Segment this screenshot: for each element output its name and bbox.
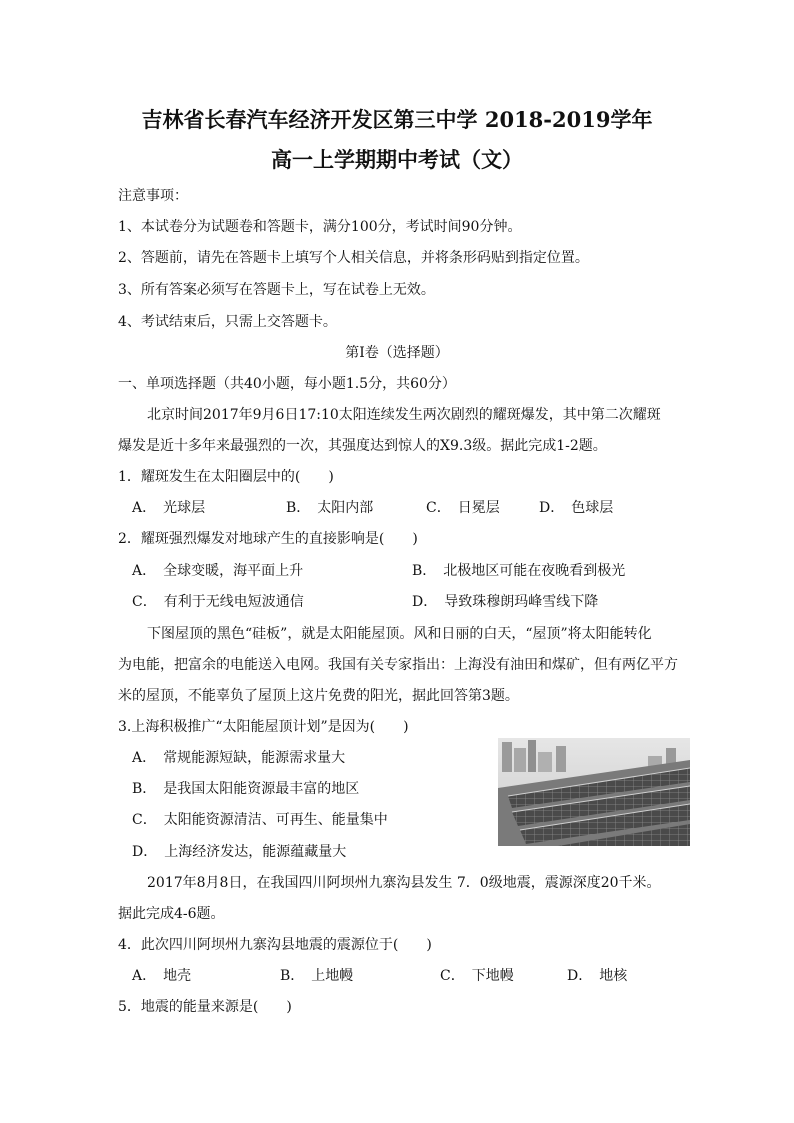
option-b: B． 太阳内部 bbox=[286, 500, 374, 516]
notice-item: 3、所有答案必须写在答题卡上，写在试卷上无效。 bbox=[118, 282, 435, 298]
passage-line: 为电能，把富余的电能送入电网。我国有关专家指出：上海没有油田和煤矿，但有两亿平方 bbox=[118, 657, 678, 673]
solar-roof-photo bbox=[498, 738, 690, 846]
question-stem: 2．耀斑强烈爆发对地球产生的直接影响是( ) bbox=[118, 531, 418, 547]
passage-line: 北京时间2017年9月6日17:10太阳连续发生两次剧烈的耀斑爆发，其中第二次耀斑 bbox=[147, 407, 661, 423]
passage-line: 米的屋顶，不能辜负了屋顶上这片免费的阳光，据此回答第3题。 bbox=[118, 688, 519, 704]
question-stem: 1．耀斑发生在太阳圈层中的( ) bbox=[118, 469, 334, 485]
passage-line: 下图屋顶的黑色“硅板”，就是太阳能屋顶。风和日丽的白天，“屋顶”将太阳能转化 bbox=[147, 626, 652, 642]
question-stem: 3.上海积极推广“太阳能屋顶计划”是因为( ) bbox=[118, 719, 409, 735]
option-d: D． 导致珠穆朗玛峰雪线下降 bbox=[412, 594, 599, 610]
option-d: D． 地核 bbox=[567, 968, 628, 984]
passage-line: 据此完成4-6题。 bbox=[118, 906, 225, 922]
option-c: C． 太阳能资源清洁、可再生、能量集中 bbox=[132, 812, 388, 828]
part-heading: 一、单项选择题（共40小题，每小题1.5分，共60分） bbox=[118, 376, 456, 392]
option-c: C． 有利于无线电短波通信 bbox=[132, 594, 304, 610]
notice-item: 4、考试结束后，只需上交答题卡。 bbox=[118, 314, 337, 330]
question-stem: 5．地震的能量来源是( ) bbox=[118, 999, 292, 1015]
option-a: A． 光球层 bbox=[132, 500, 206, 516]
passage-line: 爆发是近十多年来最强烈的一次，其强度达到惊人的X9.3级。据此完成1-2题。 bbox=[118, 438, 607, 454]
option-a: A． 全球变暖，海平面上升 bbox=[132, 563, 304, 579]
notice-item: 1、本试卷分为试题卷和答题卡，满分100分，考试时间90分钟。 bbox=[118, 219, 522, 235]
question-stem: 4．此次四川阿坝州九寨沟县地震的震源位于( ) bbox=[118, 937, 432, 953]
option-b: B． 上地幔 bbox=[280, 968, 354, 984]
option-a: A． 常规能源短缺，能源需求量大 bbox=[132, 750, 346, 766]
option-c: C． 下地幔 bbox=[440, 968, 514, 984]
option-d: D． 上海经济发达，能源蕴藏量大 bbox=[132, 844, 347, 860]
section-title: 第Ⅰ卷（选择题） bbox=[345, 345, 449, 361]
exam-title-line2: 高一上学期期中考试（文） bbox=[271, 147, 523, 172]
notice-item: 2、答题前，请先在答题卡上填写个人相关信息，并将条形码贴到指定位置。 bbox=[118, 250, 589, 266]
option-a: A． 地壳 bbox=[132, 968, 192, 984]
exam-title-line1: 吉林省长春汽车经济开发区第三中学 2018-2019学年 bbox=[141, 107, 653, 132]
option-b: B． 是我国太阳能资源最丰富的地区 bbox=[132, 781, 360, 797]
option-d: D． 色球层 bbox=[539, 500, 614, 516]
option-b: B． 北极地区可能在夜晚看到极光 bbox=[412, 563, 626, 579]
passage-line: 2017年8月8日，在我国四川阿坝州九寨沟县发生 7．0级地震，震源深度20千米。 bbox=[147, 875, 661, 891]
notice-heading: 注意事项： bbox=[118, 188, 188, 204]
option-c: C． 日冕层 bbox=[426, 500, 500, 516]
